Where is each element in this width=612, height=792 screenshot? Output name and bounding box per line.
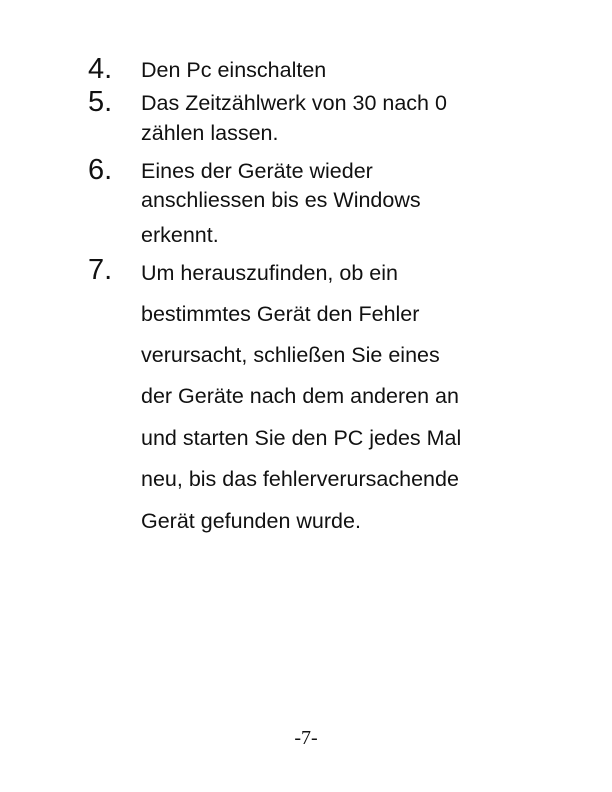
step-text-line: und starten Sie den PC jedes Mal bbox=[141, 426, 462, 450]
page-number: -7- bbox=[294, 727, 318, 749]
step-text-line: bestimmtes Gerät den Fehler bbox=[141, 302, 420, 326]
step-text-line: Eines der Geräte wieder bbox=[141, 159, 373, 183]
step-text-line: verursacht, schließen Sie eines bbox=[141, 343, 440, 367]
step-number: 4. bbox=[88, 53, 113, 85]
step-text-line: Gerät gefunden wurde. bbox=[141, 509, 361, 533]
step-text-line: anschliessen bis es Windows bbox=[141, 188, 421, 212]
step-number: 6. bbox=[88, 154, 113, 186]
step-text-line: neu, bis das fehlerverursachende bbox=[141, 467, 459, 491]
step-text-line: Den Pc einschalten bbox=[141, 58, 327, 82]
step-number: 5. bbox=[88, 86, 113, 118]
step-text-line: zählen lassen. bbox=[141, 121, 279, 145]
step-text-line: der Geräte nach dem anderen an bbox=[141, 384, 459, 408]
step-number: 7. bbox=[88, 254, 113, 286]
step-text-line: Um herauszufinden, ob ein bbox=[141, 261, 398, 285]
step-text-line: erkennt. bbox=[141, 223, 219, 247]
step-text-line: Das Zeitzählwerk von 30 nach 0 bbox=[141, 91, 447, 115]
